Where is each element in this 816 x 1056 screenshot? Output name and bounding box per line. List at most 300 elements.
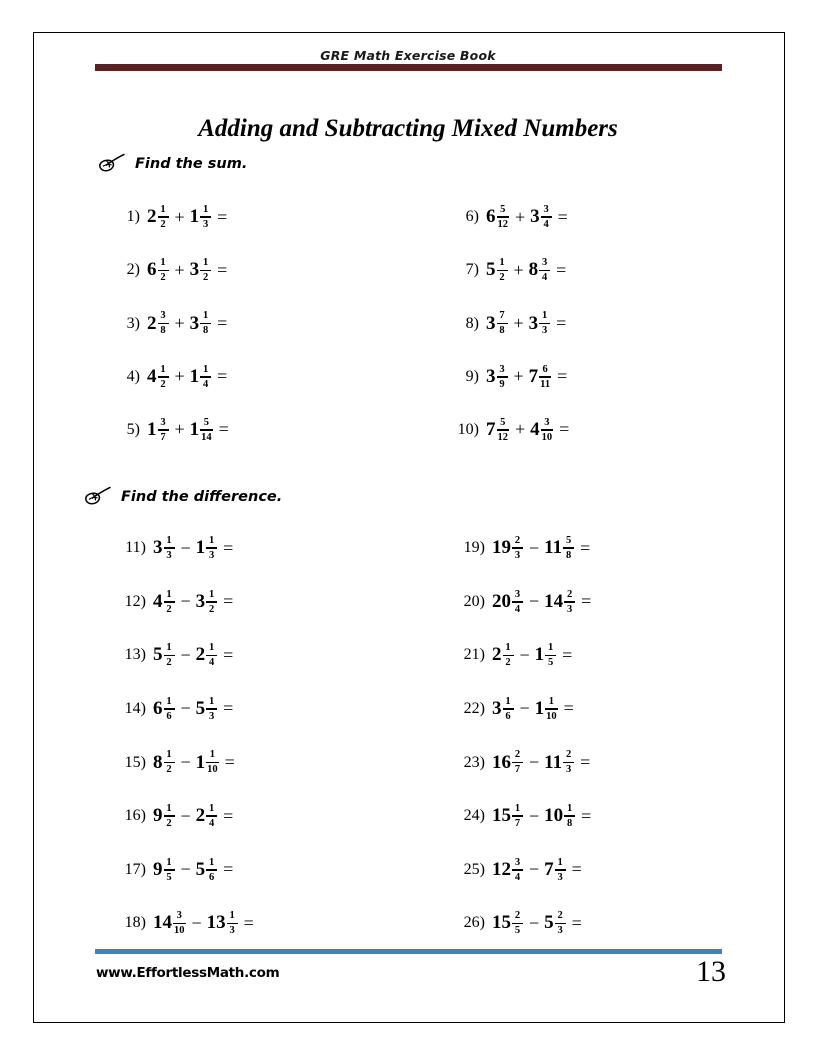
first-whole-number: 5 xyxy=(153,644,163,666)
second-fraction xyxy=(564,803,575,829)
fraction-numerator: 2 xyxy=(567,588,573,600)
equals-sign: = xyxy=(556,313,567,334)
first-whole-number: 5 xyxy=(486,259,496,281)
fraction-denominator: 2 xyxy=(166,817,172,829)
first-whole-number: 3 xyxy=(486,365,496,387)
fraction-denominator: 2 xyxy=(166,603,172,615)
fraction-denominator: 4 xyxy=(203,378,209,390)
problem-item xyxy=(116,257,232,283)
second-fraction xyxy=(200,310,211,336)
first-fraction xyxy=(512,535,523,561)
problem-item xyxy=(455,589,596,615)
fraction-numerator: 3 xyxy=(160,416,166,428)
first-fraction xyxy=(158,364,169,390)
operator: + xyxy=(174,259,185,280)
problem-item xyxy=(455,417,574,443)
fraction-denominator: 4 xyxy=(209,657,215,669)
first-whole-number: 9 xyxy=(153,858,163,880)
first-whole-number: 3 xyxy=(492,697,502,719)
fraction-denominator: 2 xyxy=(505,657,511,669)
fraction-numerator: 1 xyxy=(166,749,172,761)
fraction-denominator: 12 xyxy=(497,218,508,230)
second-whole-number: 2 xyxy=(195,805,206,827)
problem-expression xyxy=(153,696,238,722)
equals-sign: = xyxy=(559,419,570,440)
operator: + xyxy=(513,366,524,387)
fraction-denominator: 6 xyxy=(505,710,511,722)
second-fraction xyxy=(541,204,552,230)
first-whole-number: 6 xyxy=(153,697,163,719)
fraction-numerator: 3 xyxy=(514,588,521,600)
second-fraction xyxy=(564,589,575,615)
fraction-bar xyxy=(200,216,211,218)
problem-number: 2) xyxy=(126,261,140,279)
first-whole-number: 9 xyxy=(153,805,163,827)
second-fraction xyxy=(563,535,574,561)
equals-sign: = xyxy=(581,805,592,826)
fraction-bar xyxy=(497,216,510,218)
first-fraction xyxy=(497,417,510,443)
fraction-bar xyxy=(200,429,213,431)
equals-sign: = xyxy=(217,259,228,280)
problem-number: 11) xyxy=(125,539,146,557)
problem-expression xyxy=(153,589,238,615)
equals-sign: = xyxy=(223,805,234,826)
fraction-bar xyxy=(539,376,551,378)
fraction-denominator: 3 xyxy=(203,218,209,230)
fraction-bar xyxy=(555,869,566,871)
fraction-numerator: 1 xyxy=(166,803,172,814)
problem-expression xyxy=(153,642,238,668)
fraction-bar xyxy=(206,869,217,871)
fraction-bar xyxy=(200,376,211,378)
first-whole-number: 7 xyxy=(486,418,496,440)
fraction-denominator: 5 xyxy=(548,657,554,669)
second-whole-number: 3 xyxy=(189,259,200,281)
equals-sign: = xyxy=(217,366,228,387)
second-whole-number: 3 xyxy=(189,312,200,334)
problem-item xyxy=(116,803,238,829)
equals-sign: = xyxy=(556,259,567,280)
problem-item xyxy=(116,589,238,615)
operator: + xyxy=(513,259,524,280)
operator: − xyxy=(529,537,540,558)
fraction-bar xyxy=(164,601,175,603)
fraction-numerator: 1 xyxy=(203,363,209,375)
second-whole-number: 10 xyxy=(544,805,564,827)
second-fraction xyxy=(206,696,217,722)
second-fraction xyxy=(539,257,550,283)
second-whole-number: 13 xyxy=(206,912,226,934)
fraction-denominator: 10 xyxy=(546,710,557,722)
first-fraction xyxy=(512,803,523,829)
operator: + xyxy=(515,419,526,440)
fraction-bar xyxy=(200,270,211,272)
equals-sign: = xyxy=(563,698,574,719)
fraction-denominator: 2 xyxy=(160,378,166,390)
first-fraction xyxy=(512,589,523,615)
first-whole-number: 14 xyxy=(153,912,172,934)
equals-sign: = xyxy=(580,752,591,773)
problem-number: 22) xyxy=(463,699,485,717)
fraction-denominator: 4 xyxy=(514,603,521,615)
first-fraction xyxy=(497,204,510,230)
second-fraction xyxy=(206,749,219,775)
fraction-denominator: 14 xyxy=(201,431,212,443)
problem-expression xyxy=(492,910,587,936)
problem-number: 24) xyxy=(463,807,485,825)
fraction-bar xyxy=(164,708,175,710)
problem-item xyxy=(455,857,587,883)
second-fraction xyxy=(555,910,566,936)
equals-sign: = xyxy=(571,912,582,933)
fraction-numerator: 1 xyxy=(567,803,573,814)
book-title: GRE Math Exercise Book xyxy=(320,48,496,63)
second-fraction xyxy=(545,696,558,722)
fraction-numerator: 1 xyxy=(505,695,511,707)
first-whole-number: 8 xyxy=(153,751,163,773)
fraction-denominator: 8 xyxy=(499,325,505,337)
first-fraction xyxy=(497,364,508,390)
fraction-denominator: 8 xyxy=(565,549,572,561)
fraction-numerator: 1 xyxy=(166,695,172,707)
fraction-denominator: 2 xyxy=(203,272,209,284)
fraction-numerator: 3 xyxy=(176,910,182,922)
fraction-denominator: 11 xyxy=(540,378,551,390)
first-whole-number: 2 xyxy=(147,312,157,334)
first-fraction xyxy=(497,257,508,283)
problem-expression xyxy=(153,857,238,883)
operator: − xyxy=(180,537,191,558)
operator: − xyxy=(180,805,191,826)
fraction-bar xyxy=(503,708,514,710)
equals-sign: = xyxy=(557,206,568,227)
problem-item xyxy=(116,749,240,775)
page-number: 13 xyxy=(696,955,726,988)
problem-number: 26) xyxy=(463,914,485,932)
second-whole-number: 1 xyxy=(189,206,200,228)
fraction-denominator: 10 xyxy=(541,431,553,443)
operator: − xyxy=(519,644,530,665)
fraction-bar xyxy=(497,429,510,431)
fraction-numerator: 3 xyxy=(544,416,550,428)
fraction-bar xyxy=(206,762,219,764)
second-whole-number: 1 xyxy=(534,697,545,719)
fraction-bar xyxy=(200,323,211,325)
first-fraction xyxy=(158,257,169,283)
fraction-numerator: 1 xyxy=(209,535,215,546)
problem-item xyxy=(116,364,232,390)
second-whole-number: 1 xyxy=(195,537,206,559)
fraction-bar xyxy=(164,655,175,657)
fraction-numerator: 1 xyxy=(203,204,209,215)
second-fraction xyxy=(200,417,213,443)
fraction-denominator: 4 xyxy=(543,218,549,230)
quill-pen-icon xyxy=(98,153,126,174)
fraction-numerator: 1 xyxy=(209,588,215,600)
fraction-denominator: 3 xyxy=(557,871,563,883)
fraction-denominator: 3 xyxy=(557,925,563,937)
first-whole-number: 4 xyxy=(153,590,163,612)
first-whole-number: 6 xyxy=(486,206,496,228)
problem-expression xyxy=(486,364,572,390)
fraction-numerator: 1 xyxy=(166,856,172,868)
problem-item xyxy=(455,749,595,775)
problem-number: 4) xyxy=(126,367,140,385)
problem-expression xyxy=(153,749,240,775)
operator: − xyxy=(529,912,540,933)
problem-item xyxy=(116,696,238,722)
fraction-denominator: 2 xyxy=(160,218,166,230)
problem-number: 12) xyxy=(124,592,146,610)
second-whole-number: 3 xyxy=(530,206,540,228)
operator: − xyxy=(519,698,530,719)
fraction-numerator: 1 xyxy=(209,749,216,761)
first-whole-number: 4 xyxy=(147,365,157,387)
problem-item xyxy=(455,642,577,668)
problem-number: 16) xyxy=(124,807,146,825)
first-fraction xyxy=(158,204,169,230)
second-whole-number: 3 xyxy=(195,590,206,612)
equals-sign: = xyxy=(223,859,234,880)
problem-expression xyxy=(492,696,579,722)
equals-sign: = xyxy=(218,419,229,440)
fraction-bar xyxy=(512,547,523,549)
first-fraction xyxy=(158,310,169,336)
first-whole-number: 19 xyxy=(492,537,511,559)
fraction-denominator: 2 xyxy=(166,764,172,776)
problem-item xyxy=(116,910,259,936)
problem-expression xyxy=(486,204,573,230)
fraction-bar xyxy=(206,547,217,549)
problem-number: 17) xyxy=(124,860,146,878)
problem-item xyxy=(455,696,579,722)
second-fraction xyxy=(200,257,211,283)
section-label: Find the sum. xyxy=(135,155,248,172)
second-whole-number: 7 xyxy=(528,365,539,387)
problem-item xyxy=(116,204,232,230)
fraction-bar xyxy=(164,815,175,817)
footer-divider-rule xyxy=(95,949,722,954)
fraction-numerator: 1 xyxy=(548,695,555,707)
fraction-denominator: 2 xyxy=(499,272,505,284)
fraction-bar xyxy=(564,815,575,817)
fraction-bar xyxy=(541,216,552,218)
first-fraction xyxy=(164,857,175,883)
problem-number: 15) xyxy=(124,753,146,771)
second-fraction xyxy=(541,417,554,443)
fraction-numerator: 1 xyxy=(166,588,172,600)
fraction-numerator: 6 xyxy=(542,363,548,375)
second-whole-number: 8 xyxy=(528,259,539,281)
fraction-numerator: 5 xyxy=(203,416,210,428)
fraction-denominator: 6 xyxy=(209,871,215,883)
problem-expression xyxy=(153,535,238,561)
second-whole-number: 5 xyxy=(195,697,206,719)
fraction-bar xyxy=(541,429,554,431)
operator: − xyxy=(180,698,191,719)
second-whole-number: 7 xyxy=(544,858,554,880)
fraction-denominator: 4 xyxy=(209,817,215,829)
fraction-denominator: 7 xyxy=(514,817,521,829)
fraction-denominator: 2 xyxy=(160,272,166,284)
fraction-numerator: 2 xyxy=(514,535,521,546)
fraction-bar xyxy=(497,376,508,378)
fraction-bar xyxy=(227,923,238,925)
fraction-bar xyxy=(545,708,558,710)
fraction-numerator: 5 xyxy=(500,416,506,428)
fraction-numerator: 3 xyxy=(514,856,521,868)
operator: + xyxy=(174,313,185,334)
fraction-bar xyxy=(545,655,556,657)
fraction-numerator: 2 xyxy=(565,749,572,761)
first-fraction xyxy=(512,857,523,883)
problem-item xyxy=(116,417,234,443)
fraction-denominator: 8 xyxy=(160,325,166,337)
equals-sign: = xyxy=(224,752,235,773)
fraction-numerator: 1 xyxy=(160,204,166,215)
fraction-numerator: 1 xyxy=(166,642,172,654)
fraction-denominator: 9 xyxy=(499,378,505,390)
second-fraction xyxy=(206,803,217,829)
fraction-bar xyxy=(512,762,523,764)
fraction-numerator: 1 xyxy=(229,910,235,922)
second-fraction xyxy=(206,642,217,668)
fraction-denominator: 5 xyxy=(514,925,521,937)
first-fraction xyxy=(164,535,175,561)
fraction-bar xyxy=(158,270,169,272)
problem-item xyxy=(455,257,571,283)
fraction-numerator: 3 xyxy=(160,310,166,322)
problem-number: 13) xyxy=(124,646,146,664)
problem-item xyxy=(455,535,595,561)
fraction-denominator: 3 xyxy=(166,549,172,561)
operator: − xyxy=(180,752,191,773)
problem-number: 18) xyxy=(124,914,146,932)
equals-sign: = xyxy=(217,313,228,334)
first-whole-number: 16 xyxy=(492,751,511,773)
fraction-denominator: 6 xyxy=(166,710,172,722)
second-whole-number: 11 xyxy=(544,751,563,773)
operator: − xyxy=(529,591,540,612)
problem-expression xyxy=(153,803,238,829)
fraction-bar xyxy=(503,655,514,657)
second-fraction xyxy=(227,910,238,936)
problem-number: 8) xyxy=(465,314,479,332)
first-fraction xyxy=(512,910,523,936)
fraction-bar xyxy=(158,216,169,218)
fraction-denominator: 12 xyxy=(497,431,508,443)
fraction-bar xyxy=(206,655,217,657)
fraction-bar xyxy=(539,323,550,325)
fraction-numerator: 3 xyxy=(543,204,549,215)
problem-number: 7) xyxy=(465,261,479,279)
problem-expression xyxy=(147,204,232,230)
problem-number: 19) xyxy=(463,539,485,557)
fraction-numerator: 1 xyxy=(505,642,511,654)
problem-item xyxy=(116,310,232,336)
operator: + xyxy=(174,366,185,387)
equals-sign: = xyxy=(223,698,234,719)
fraction-bar xyxy=(206,815,217,817)
problem-expression xyxy=(147,364,232,390)
operator: − xyxy=(180,644,191,665)
fraction-denominator: 7 xyxy=(160,431,166,443)
first-fraction xyxy=(173,910,186,936)
problem-number: 1) xyxy=(126,208,140,226)
first-fraction xyxy=(164,749,175,775)
problem-item xyxy=(455,204,573,230)
second-fraction xyxy=(539,364,551,390)
fraction-denominator: 2 xyxy=(166,657,172,669)
second-fraction xyxy=(545,642,556,668)
problem-expression xyxy=(492,535,595,561)
section-heading-find-the-sum xyxy=(98,153,247,174)
fraction-denominator: 4 xyxy=(542,272,548,284)
second-whole-number: 4 xyxy=(530,418,540,440)
fraction-numerator: 5 xyxy=(500,204,506,215)
section-heading-find-the-difference xyxy=(84,486,282,507)
second-whole-number: 5 xyxy=(195,858,206,880)
fraction-numerator: 1 xyxy=(209,695,215,707)
problem-number: 3) xyxy=(126,314,140,332)
second-fraction xyxy=(206,535,217,561)
first-whole-number: 20 xyxy=(492,590,511,612)
first-whole-number: 15 xyxy=(492,805,511,827)
problem-number: 23) xyxy=(463,753,485,771)
equals-sign: = xyxy=(580,537,591,558)
first-whole-number: 2 xyxy=(492,644,502,666)
second-whole-number: 1 xyxy=(189,418,200,440)
fraction-numerator: 2 xyxy=(514,749,521,761)
problem-number: 5) xyxy=(126,420,140,438)
problem-item xyxy=(455,310,571,336)
second-fraction xyxy=(555,857,566,883)
fraction-numerator: 2 xyxy=(514,910,521,922)
second-fraction xyxy=(200,204,211,230)
second-whole-number: 1 xyxy=(195,751,206,773)
fraction-denominator: 8 xyxy=(567,817,573,829)
fraction-numerator: 3 xyxy=(542,257,548,269)
first-fraction xyxy=(503,696,514,722)
second-whole-number: 1 xyxy=(534,644,545,666)
second-fraction xyxy=(200,364,211,390)
first-fraction xyxy=(164,803,175,829)
first-whole-number: 12 xyxy=(492,858,511,880)
problem-number: 14) xyxy=(124,699,146,717)
first-whole-number: 1 xyxy=(147,418,157,440)
problem-expression xyxy=(492,803,596,829)
second-whole-number: 11 xyxy=(544,537,563,559)
fraction-bar xyxy=(512,601,523,603)
fraction-bar xyxy=(512,869,523,871)
fraction-denominator: 3 xyxy=(542,325,548,337)
problem-expression xyxy=(492,857,587,883)
fraction-bar xyxy=(158,323,169,325)
first-whole-number: 6 xyxy=(147,259,157,281)
fraction-denominator: 4 xyxy=(514,871,521,883)
fraction-bar xyxy=(512,923,523,925)
problem-item xyxy=(116,857,238,883)
second-fraction xyxy=(563,749,574,775)
problem-expression xyxy=(147,310,232,336)
fraction-numerator: 5 xyxy=(565,535,572,546)
equals-sign: = xyxy=(562,644,573,665)
problem-number: 6) xyxy=(465,208,479,226)
fraction-denominator: 3 xyxy=(209,549,215,561)
fraction-denominator: 3 xyxy=(229,925,235,937)
first-whole-number: 3 xyxy=(486,312,496,334)
